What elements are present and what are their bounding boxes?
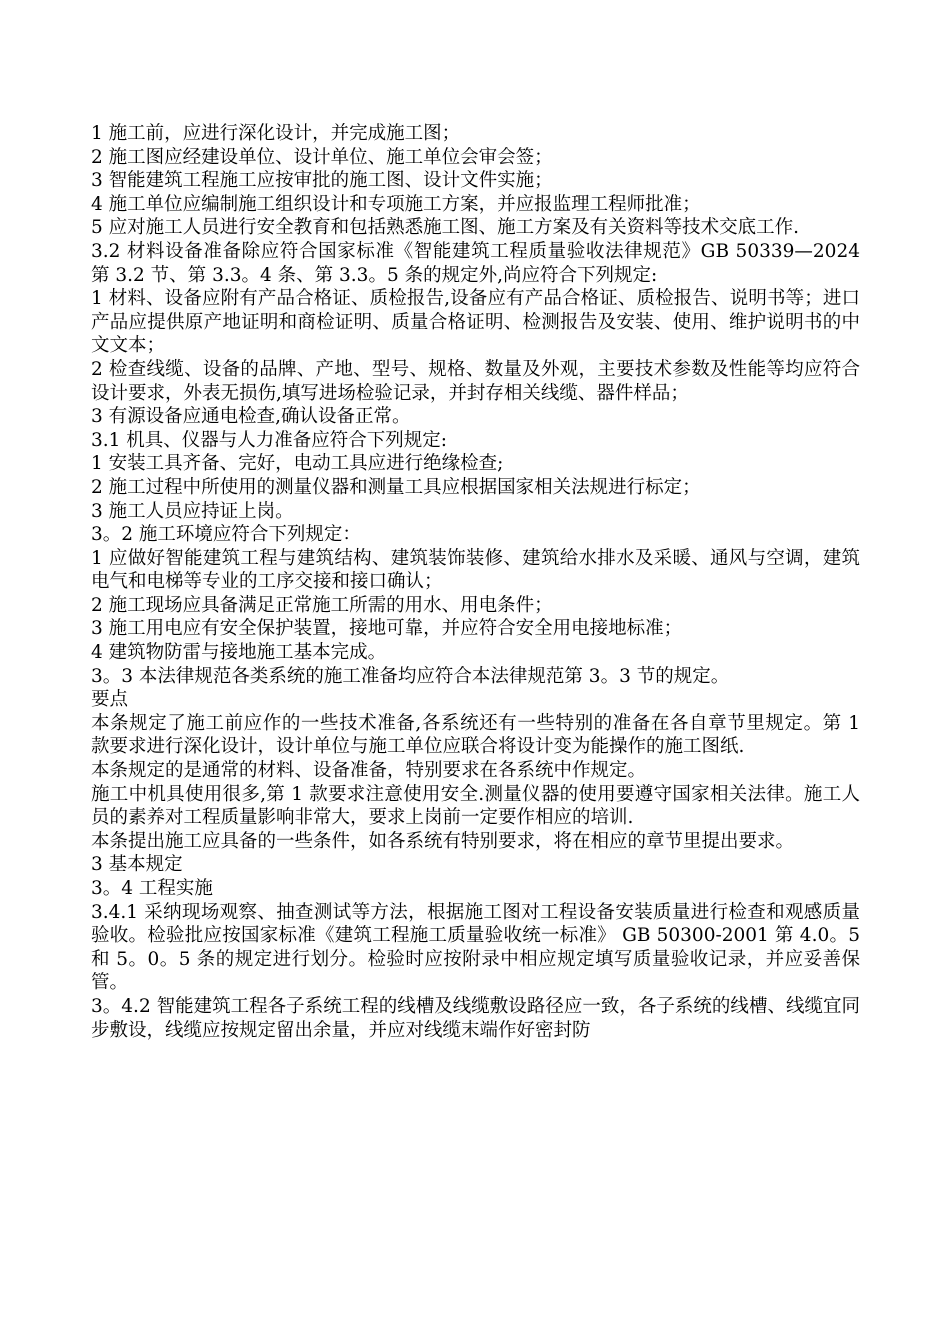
paragraph: 2 施工过程中所使用的测量仪器和测量工具应根据国家相关法规进行标定； (91, 476, 701, 498)
paragraph: 3.1 机具、仪器与人力准备应符合下列规定: (91, 429, 448, 451)
section-heading-basic-rules: 3 基本规定 (91, 854, 183, 876)
paragraph: 2 检查线缆、设备的品牌、产地、型号、规格、数量及外观，主要技术参数及性能等均应符合设计要求，外表无损伤,填写进场检验记录，并封存相关线缆、器件样品； (91, 358, 860, 404)
paragraph: 3.4.1 采纳现场观察、抽查测试等方法，根据施工图对工程设备安装质量进行检查和观感质量验收。检验批应按国家标准《建筑工程施工质量验收统一标准》 GB 50300-2001 第 4.0。5 和 5。0。5 条的规定进行划分。检验时应按附录中相应规定填写质量验收记录，并应妥善保管。 (91, 901, 860, 994)
paragraph: 本条规定了施工前应作的一些技术准备,各系统还有一些特别的准备在各自章节里规定。第 1 款要求进行深化设计，设计单位与施工单位应联合将设计变为能操作的施工图纸. (91, 712, 860, 758)
paragraph: 4 建筑物防雷与接地施工基本完成。 (91, 642, 387, 664)
paragraph: 1 安装工具齐备、完好，电动工具应进行绝缘检查; (91, 453, 504, 475)
section-heading-key-points: 要点 (91, 689, 129, 711)
paragraph: 3。3 本法律规范各类系统的施工准备均应符合本法律规范第 3。3 节的规定。 (91, 665, 730, 687)
paragraph: 本条提出施工应具备的一些条件，如各系统有特别要求，将在相应的章节里提出要求。 (91, 830, 795, 852)
document-body (91, 122, 860, 1042)
paragraph: 1 材料、设备应附有产品合格证、质检报告,设备应有产品合格证、质检报告、说明书等；进口产品应提供原产地证明和商检证明、质量合格证明、检测报告及安装、使用、维护说明书的中文文本； (91, 288, 860, 357)
paragraph: 2 施工现场应具备满足正常施工所需的用水、用电条件； (91, 594, 553, 616)
paragraph: 2 施工图应经建设单位、设计单位、施工单位会审会签； (91, 146, 553, 168)
paragraph: 1 应做好智能建筑工程与建筑结构、建筑装饰装修、建筑给水排水及采暖、通风与空调，建筑电气和电梯等专业的工序交接和接口确认； (91, 547, 860, 593)
section-heading-implementation: 3。4 工程实施 (91, 878, 213, 899)
paragraph: 本条规定的是通常的材料、设备准备，特别要求在各系统中作规定。 (91, 760, 647, 782)
paragraph: 3 智能建筑工程施工应按审批的施工图、设计文件实施； (91, 170, 553, 192)
paragraph: 3.2 材料设备准备除应符合国家标准《智能建筑工程质量验收法律规范》GB 50339—2024 第 3.2 节、第 3.3。4 条、第 3.3。5 条的规定外,尚应符合下列规定: (91, 240, 860, 286)
paragraph: 3。2 施工环境应符合下列规定： (91, 524, 361, 546)
paragraph: 5 应对施工人员进行安全教育和包括熟悉施工图、施工方案及有关资料等技术交底工作. (91, 217, 800, 239)
paragraph: 1 施工前，应进行深化设计，并完成施工图； (91, 123, 461, 144)
paragraph: 4 施工单位应编制施工组织设计和专项施工方案，并应报监理工程师批准； (91, 193, 701, 215)
paragraph: 施工中机具使用很多,第 1 款要求注意使用安全.测量仪器的使用要遵守国家相关法律。施工人员的素养对工程质量影响非常大，要求上岗前一定要作相应的培训. (91, 783, 860, 829)
paragraph: 3 施工用电应有安全保护装置，接地可靠，并应符合安全用电接地标准； (91, 618, 683, 640)
paragraph: 3 有源设备应通电检查,确认设备正常。 (91, 406, 411, 428)
paragraph: 3 施工人员应持证上岗。 (91, 500, 294, 522)
paragraph: 3。4.2 智能建筑工程各子系统工程的线槽及线缆敷设路径应一致，各子系统的线槽、线缆宜同步敷设，线缆应按规定留出余量，并应对线缆末端作好密封防 (91, 995, 860, 1041)
